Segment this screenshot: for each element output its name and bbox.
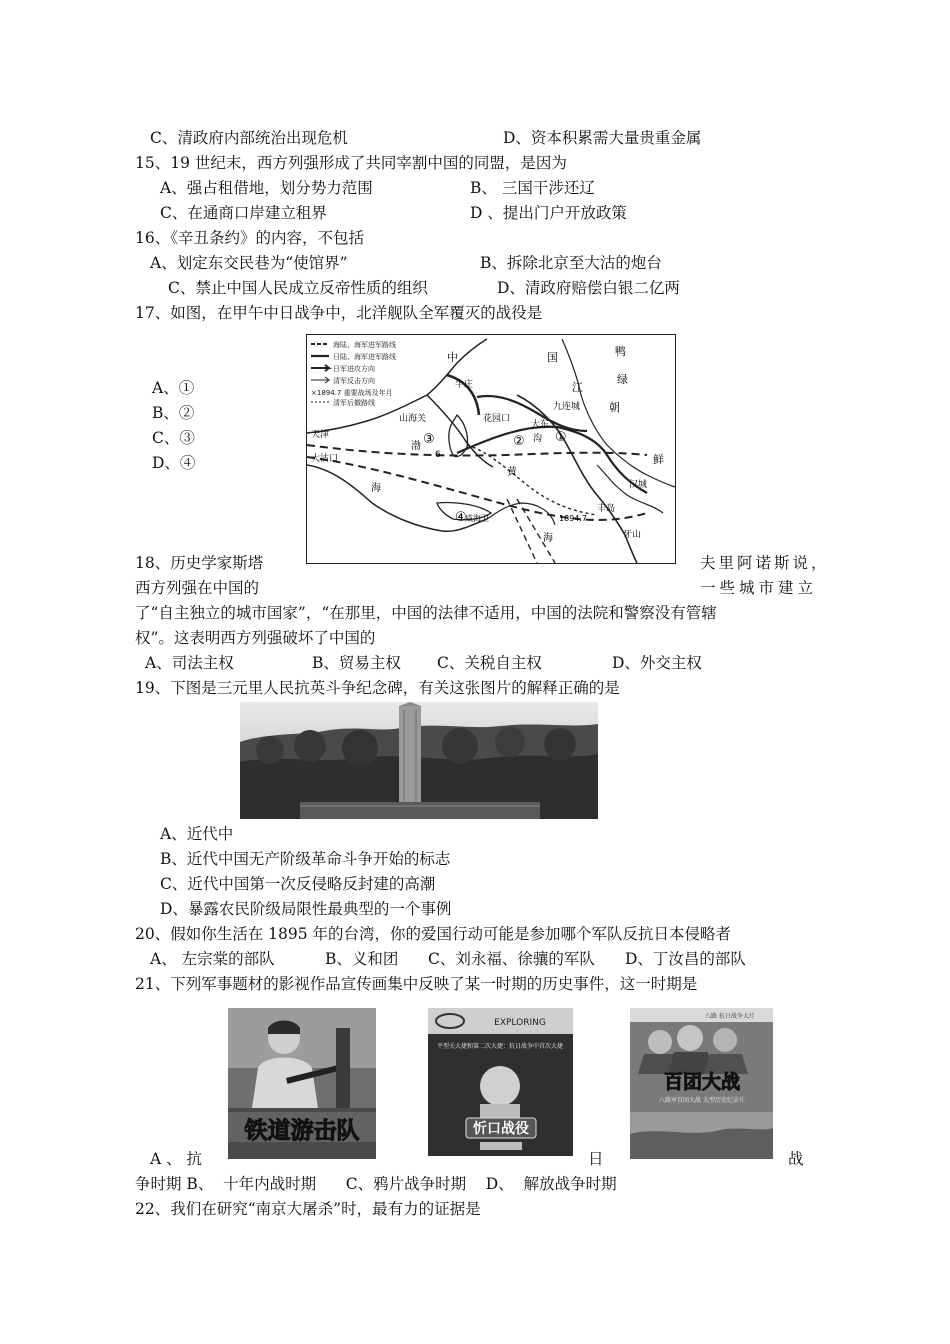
map-label-tianjin: 天津 (311, 430, 330, 440)
q15-option-b: B、 三国干涉还辽 (470, 179, 595, 197)
map-label-huang: 黄 (507, 467, 517, 478)
q18-option-a: A、司法主权 (145, 654, 234, 672)
q21-stem: 21、下列军事题材的影视作品宣传画集中反映了某一时期的历史事件，这一时期是 (135, 975, 698, 993)
q16-option-c: C、禁止中国人民成立反帝性质的组织 (168, 279, 428, 297)
map-label-gou: 沟 (533, 434, 543, 444)
q18-option-b: B、贸易主权 (312, 654, 401, 672)
q16-option-a: A、划定东交民巷为“使馆界” (150, 254, 348, 272)
q15-option-c: C、在通商口岸建立租界 (160, 204, 327, 222)
battle-marker-1: ① (555, 430, 567, 445)
q15-option-a: A、强占租借地，划分势力范围 (160, 179, 373, 197)
q18-line1-left: 18、历史学家斯塔 (135, 554, 264, 572)
map-label-fengdao: 丰岛 (597, 504, 616, 514)
poster2-top: EXPLORING (494, 1018, 546, 1028)
battle-marker-2: ② (513, 434, 525, 449)
poster1-title: 铁道游击队 (244, 1118, 360, 1144)
q16-stem: 16、《辛丑条约》的内容，不包括 (135, 229, 364, 247)
poster2-subtitle: 平型关大捷和第二次大捷：抗日战争中首次大捷 (436, 1043, 564, 1050)
legend-item-6: 清军后撤路线 (333, 399, 375, 407)
q22-stem: 22、我们在研究“南京大屠杀”时，最有力的证据是 (135, 1200, 481, 1218)
battle-marker-3: ③ (423, 432, 435, 447)
q20-stem: 20、假如你生活在 1895 年的台湾，你的爱国行动可能是参加哪个军队反抗日本侵略者 (135, 925, 732, 943)
poster-hundred-regiments (630, 1008, 773, 1159)
q21-option-a-part3: 战 (788, 1150, 804, 1168)
q21-options-line2: 争时期 B、 十年内战时期 C、鸦片战争时期 D、 解放战争时期 (135, 1175, 617, 1193)
legend-item-3: 日军进攻方向 (333, 365, 375, 373)
q18-line4: 权”。这表明西方列强破坏了中国的 (135, 629, 376, 647)
map-label-guo: 国 (547, 351, 558, 364)
q20-option-d: D、丁汝昌的部队 (625, 950, 746, 968)
q17-stem: 17、如图，在甲午中日战争中，北洋舰队全军覆灭的战役是 (135, 304, 543, 322)
map-label-shanhaiguan: 山海关 (399, 414, 427, 424)
map-label-niuzhuang: 牛庄 (455, 380, 474, 390)
q21-option-a-part1: A 、 抗 (150, 1150, 203, 1168)
legend-item-5: ×1894.7 重要战场及年月 (311, 389, 393, 397)
map-label-ya: 鸭 (615, 345, 626, 358)
q19-stem: 19、下图是三元里人民抗英斗争纪念碑，有关这张图片的解释正确的是 (135, 679, 620, 697)
legend-item-4: 清军反击方向 (333, 377, 375, 385)
map-label-dagukou: 大沽口 (311, 454, 339, 464)
map-label-xian: 鲜 (653, 453, 664, 466)
sanyuanli-monument-photo (240, 702, 598, 819)
q18-line2-right: 一些城市建立 (700, 579, 818, 597)
q18-option-d: D、外交主权 (612, 654, 702, 672)
q18-option-c: C、关税自主权 (437, 654, 542, 672)
map-label-lu: 绿 (617, 373, 628, 386)
q14-option-c: C、清政府内部统治出现危机 (150, 129, 348, 147)
sino-japanese-war-map (306, 334, 676, 564)
battle-marker-4: ④ (455, 510, 467, 525)
q20-option-a: A、 左宗棠的部队 (150, 950, 275, 968)
q19-option-a: A、近代中 (160, 825, 234, 843)
q17-option-b: B、② (152, 404, 195, 422)
q17-option-d: D、④ (152, 454, 196, 472)
q18-line3: 了“自主独立的城市国家”，“在那里，中国的法律不适用，中国的法院和警察没有管辖 (135, 604, 717, 622)
poster3-subtitle: 八路军百团大战 大型历史纪录片 (659, 1097, 745, 1104)
map-label-weihaiwei: 威海卫 (465, 514, 489, 523)
map-label-lvshun: 6 (435, 450, 441, 460)
q16-option-b: B、拆除北京至大沽的炮台 (480, 254, 662, 272)
q15-option-d: D 、提出门户开放政策 (470, 204, 627, 222)
q20-option-c: C、刘永福、徐骧的军队 (428, 950, 595, 968)
map-label-date: 1894.7 (559, 514, 587, 523)
q18-line2-left: 西方列强在中国的 (135, 579, 260, 597)
poster-railway-guerrillas (228, 1008, 376, 1159)
map-label-hancheng: 汉城 (629, 480, 648, 490)
map-label-jiuliancheng: 九连城 (553, 402, 581, 412)
map-label-hai: 海 (371, 483, 381, 494)
poster3-title: 百团大战 (663, 1071, 741, 1093)
q19-option-d: D、暴露农民阶级局限性最典型的一个事例 (160, 900, 452, 918)
map-label-bo: 渤 (411, 441, 421, 452)
monument-obelisk (399, 706, 421, 816)
map-label-zhong: 中 (447, 351, 458, 364)
legend-item-2: 日陆、海军进军路线 (333, 353, 396, 361)
q14-option-d: D、资本积累需大量贵重金属 (503, 129, 702, 147)
q17-option-a: A、① (152, 379, 195, 397)
map-label-dadong: 大东 (531, 420, 550, 430)
legend-item-1: 海陆、海军进军路线 (333, 341, 396, 349)
map-label-huayuankou: 花园口 (483, 414, 511, 424)
q16-option-d: D、清政府赔偿白银二亿两 (497, 279, 680, 297)
q20-option-b: B、义和团 (325, 950, 399, 968)
q19-option-c: C、近代中国第一次反侵略反封建的高潮 (160, 875, 436, 893)
map-label-chao: 朝 (609, 401, 620, 414)
q21-option-a-part2: 日 (588, 1150, 604, 1168)
map-label-hai2: 海 (543, 533, 553, 544)
poster2-title: 忻口战役 (473, 1121, 529, 1137)
q18-line1-right: 夫里阿诺斯说， (700, 554, 830, 572)
map-legend (311, 340, 396, 407)
map-label-jiang: 江 (572, 381, 583, 394)
q17-option-c: C、③ (152, 429, 195, 447)
q19-option-b: B、近代中国无产阶级革命斗争开始的标志 (160, 850, 451, 868)
poster-xinkou-battle (428, 1008, 573, 1156)
q15-stem: 15、19 世纪末，西方列强形成了共同宰割中国的同盟，是因为 (135, 154, 567, 172)
map-label-yashan: 牙山 (623, 530, 642, 540)
poster3-top: 八路 抗日战争大片 (705, 1013, 755, 1020)
